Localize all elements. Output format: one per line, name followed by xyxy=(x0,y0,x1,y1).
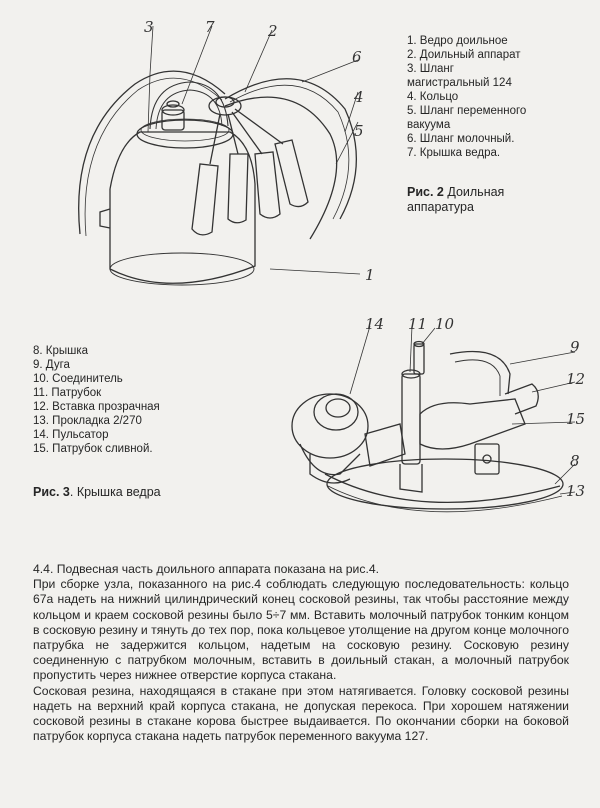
connector xyxy=(414,344,424,374)
fig3-label-10: 10 xyxy=(435,315,455,333)
legend-item: 3. Шланг xyxy=(407,63,454,75)
legend-item: 8. Крышка xyxy=(33,345,89,357)
fig2-label-6: 6 xyxy=(352,48,362,66)
fig2-label-4: 4 xyxy=(354,88,364,106)
fig3-label-9: 9 xyxy=(570,338,580,356)
figure-3-legend xyxy=(33,344,243,456)
bucket-shoulder xyxy=(110,132,255,189)
lid-plate xyxy=(325,474,560,502)
caption-number: Рис. 3 xyxy=(33,485,70,499)
legend-item: 12. Вставка прозрачная xyxy=(33,401,160,413)
legend-item: вакуума xyxy=(407,119,451,131)
legend-item: магистральный 124 xyxy=(407,77,512,89)
figure-3-drawing xyxy=(270,314,595,529)
paragraph: При сборке узла, показанного на рис.4 соблюдать следующую последовательность: кольцо 67а надеть на нижний цилиндрический конец сосковой резины, так чтобы расстояние между кольцом и краем сосковой резины было 5÷7 мм. Вставить молочный патрубок тонким концом в сосковую резину и тянуть до тех пор, пока кольцевое утолщение на другом конце молочного патрубка не задержится кольцом, надетым на сосковую резину. Сосковую резину соединенную с патрубком молочным, вставить в доильный стакан, а молочный патрубок пропустить через нижнее отверстие корпуса стакана. xyxy=(33,577,570,683)
legend-item: 11. Патрубок xyxy=(33,387,102,399)
bucket-bottom xyxy=(110,253,254,285)
bucket-body xyxy=(110,184,255,283)
fig3-label-11: 11 xyxy=(408,315,428,333)
legend-item: 15. Патрубок сливной. xyxy=(33,443,153,455)
figure-2-legend xyxy=(407,34,597,160)
teat-cup xyxy=(275,140,308,207)
legend-item: 9. Дуга xyxy=(33,359,70,371)
teat-cup xyxy=(255,152,280,218)
body-text xyxy=(33,562,569,744)
bucket-handle-lug xyxy=(100,209,110,228)
drain-pipe xyxy=(420,399,525,449)
legend-item: 6. Шланг молочный. xyxy=(407,133,515,145)
caption-number: Рис. 2 xyxy=(407,185,444,199)
fig2-label-5: 5 xyxy=(354,122,364,140)
fig2-label-1: 1 xyxy=(365,266,375,284)
paragraph: 4.4. Подвесная часть доильного аппарата показана на рис.4. xyxy=(33,562,380,576)
legend-item: 1. Ведро доильное xyxy=(407,35,508,47)
figure-2-caption xyxy=(407,185,567,215)
fig3-label-8: 8 xyxy=(570,452,580,470)
fig2-label-7: 7 xyxy=(205,18,215,36)
fig3-label-13: 13 xyxy=(566,482,586,500)
legend-item: 4. Кольцо xyxy=(407,91,459,103)
fig3-label-12: 12 xyxy=(566,370,586,388)
figure-2-drawing xyxy=(40,14,400,309)
paragraph: Сосковая резина, находящаяся в стакане при этом натягивается. Головку сосковой резины надеть на верхний край корпуса стакана, не допуская перекоса. При хорошем натяжении сосковой резины в стакане корова быстрее выдаивается. По окончании сборки на боковой патрубок корпуса стакана надеть патрубок переменного вакуума 127. xyxy=(33,683,569,744)
legend-item: 5. Шланг переменного xyxy=(407,105,527,117)
pulsator xyxy=(292,394,368,458)
fig2-label-2: 2 xyxy=(268,22,278,40)
caption-text: Доильная аппаратура xyxy=(407,185,505,214)
fig3-label-14: 14 xyxy=(365,315,385,333)
legend-item: 10. Соединитель xyxy=(33,373,123,385)
legend-item: 7. Крышка ведра. xyxy=(407,147,501,159)
figure-3-caption xyxy=(33,485,161,500)
caption-text: . Крышка ведра xyxy=(69,485,161,499)
fig2-label-3: 3 xyxy=(144,18,154,36)
teat-cup xyxy=(192,164,218,235)
fig3-label-15: 15 xyxy=(566,410,586,428)
legend-item: 13. Прокладка 2/270 xyxy=(33,415,142,427)
lid-rim xyxy=(327,459,563,509)
teat-cup xyxy=(228,154,248,223)
legend-item: 2. Доильный аппарат xyxy=(407,49,521,61)
legend-item: 14. Пульсатор xyxy=(33,429,109,441)
arc xyxy=(450,352,510,395)
